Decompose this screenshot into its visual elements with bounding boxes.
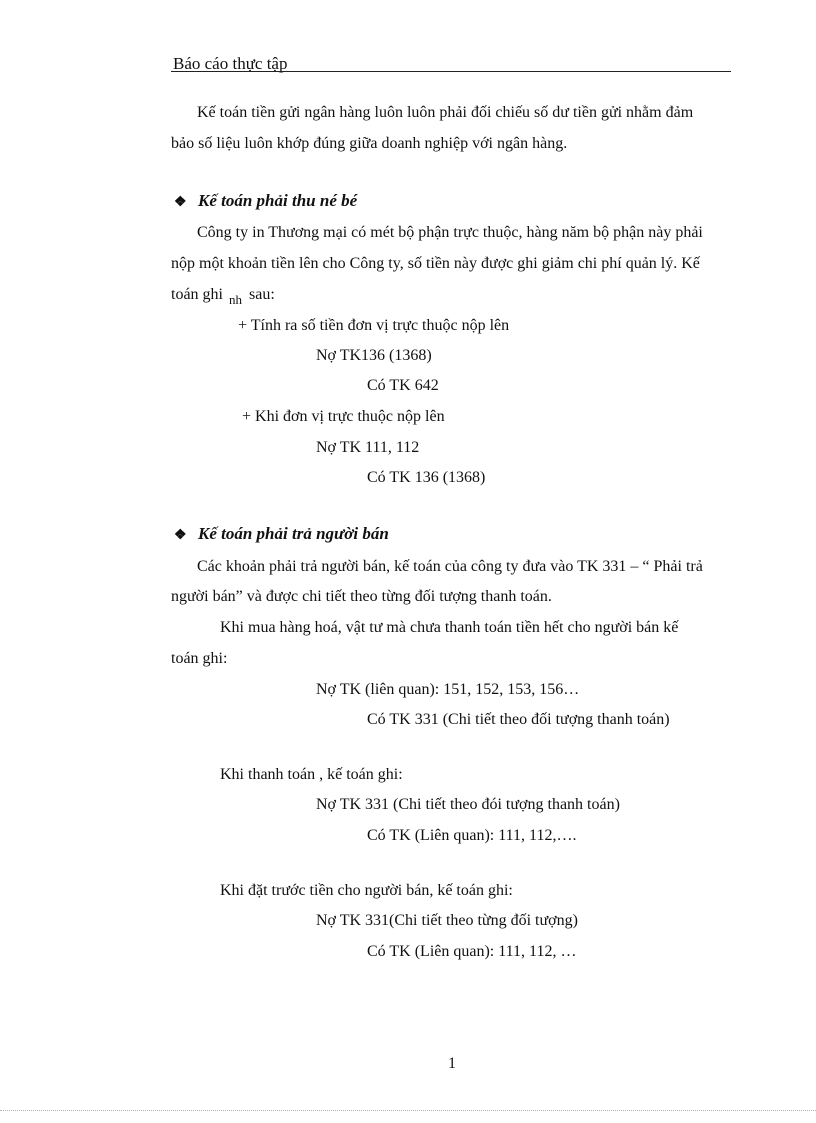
- section-1-item-2: + Khi đơn vị trực thuộc nộp lên: [242, 408, 445, 425]
- entry-3-credit: Có TK (Liên quan): 111, 112, …: [367, 943, 577, 960]
- page-bottom-divider: [0, 1110, 816, 1111]
- intro-line-2: bảo số liệu luôn khớp đúng giữa doanh nghiệp với ngân hàng.: [171, 135, 568, 152]
- payment-intro: Khi thanh toán , kế toán ghi:: [220, 766, 403, 783]
- header-divider: [171, 71, 731, 72]
- section-1-para-line-3: [171, 285, 275, 305]
- diamond-bullet-icon: ❖: [174, 195, 187, 210]
- page-number: 1: [448, 1055, 456, 1072]
- section-1-para-line-2: nộp một khoản tiền lên cho Công ty, số tiền này được ghi giảm chi phí quản lý. Kế: [171, 255, 700, 272]
- section-1-heading-row: [174, 191, 357, 213]
- section-1-para-line-1: Công ty in Thương mại có mét bộ phận trực thuộc, hàng năm bộ phận này phải: [197, 224, 703, 241]
- section-1-para-line-3-b: nh: [229, 292, 242, 307]
- entry-3-debit: Nợ TK 331(Chi tiết theo từng đối tượng): [316, 912, 578, 929]
- section-1-heading: Kế toán phải thu né bé: [198, 191, 358, 210]
- section-1-item-1-debit: Nợ TK136 (1368): [316, 347, 432, 364]
- section-1-para-line-3-c: sau:: [249, 286, 275, 303]
- section-2-para-line-2: người bán” và được chi tiết theo từng đối tượng thanh toán.: [171, 588, 552, 605]
- section-2-para2-line-2: toán ghi:: [171, 650, 228, 667]
- advance-intro: Khi đặt trước tiền cho người bán, kế toán ghi:: [220, 882, 513, 899]
- section-2-para2-line-1: Khi mua hàng hoá, vật tư mà chưa thanh toán tiền hết cho người bán kế: [220, 619, 679, 636]
- entry-1-credit: Có TK 331 (Chi tiết theo đối tượng thanh toán): [367, 711, 670, 728]
- section-1-item-1-credit: Có TK 642: [367, 377, 439, 394]
- section-1-item-2-debit: Nợ TK 111, 112: [316, 439, 420, 456]
- section-2-heading-row: [174, 524, 389, 546]
- section-1-item-1: + Tính ra số tiền đơn vị trực thuộc nộp lên: [238, 317, 510, 334]
- section-1-para-line-3-a: toán ghi: [171, 286, 223, 303]
- header-title: Báo cáo thực tập: [173, 54, 288, 73]
- intro-line-1: Kế toán tiền gửi ngân hàng luôn luôn phải đối chiếu số dư tiền gửi nhằm đảm: [197, 104, 694, 121]
- section-2-para-line-1: Các khoản phải trả người bán, kế toán của công ty đưa vào TK 331 – “ Phải trả: [197, 558, 703, 575]
- section-2-heading: Kế toán phải trả người bán: [198, 524, 389, 543]
- section-1-item-2-credit: Có TK 136 (1368): [367, 469, 486, 486]
- diamond-bullet-icon: ❖: [174, 528, 187, 543]
- entry-2-debit: Nợ TK 331 (Chi tiết theo đói tượng thanh toán): [316, 796, 620, 813]
- entry-1-debit: Nợ TK (liên quan): 151, 152, 153, 156…: [316, 681, 580, 698]
- entry-2-credit: Có TK (Liên quan): 111, 112,….: [367, 827, 577, 844]
